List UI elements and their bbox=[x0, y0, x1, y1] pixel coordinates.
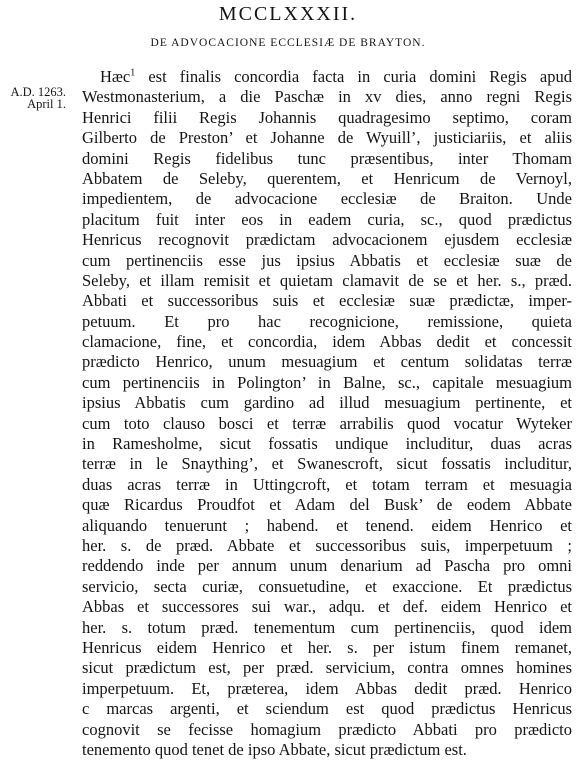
body-line: ipsius Abbatis cum gardino ad illud mesuagium pertinente, et bbox=[82, 393, 572, 413]
body-line: in Ramesholme, sicut fossatis undique includitur, duas acras bbox=[82, 434, 572, 454]
body-line: terræ in le Snaything’, et Swanescroft, sicut fossatis includitur, bbox=[82, 454, 572, 474]
body-line: Westmonasterium, a die Paschæ in xv dies, anno regni Regis bbox=[82, 87, 572, 107]
body-line: prædicto Henrico, unum mesuagium et centum solidatas terræ bbox=[82, 352, 572, 372]
footnote-marker: 1 bbox=[130, 67, 136, 79]
margin-date-year: A.D. 1263. bbox=[10, 85, 66, 99]
body-line: clamacione, fine, et concordia, idem Abbas dedit et concessit bbox=[82, 332, 572, 352]
body-line: her. s. totum præd. tenementum cum pertinenciis, quod idem bbox=[82, 617, 572, 637]
body-line: quæ Ricardus Proudfot et Adam del Busk’ de eodem Abbate bbox=[82, 495, 572, 515]
body-line: cum pertinenciis esse jus ipsius Abbatis et ecclesiæ suæ de bbox=[82, 250, 572, 270]
body-line: petuum. Et pro hac recognicione, remissione, quieta bbox=[82, 311, 572, 331]
body-line: reddendo inde per annum unum denarium ad Pascha pro omni bbox=[82, 556, 572, 576]
body-line bbox=[82, 67, 572, 87]
charter-body-text bbox=[82, 67, 572, 760]
body-line: duas acras terræ in Uttingcroft, et totam terram et mesuagia bbox=[82, 474, 572, 494]
body-line: impedientem, de advocacione ecclesiæ de Braiton. Unde bbox=[82, 189, 572, 209]
body-line: Gilberto de Preston’ et Johanne de Wyuill’, justiciariis, et aliis bbox=[82, 128, 572, 148]
body-line: Henricus recognovit prædictam advocacionem ejusdem ecclesiæ bbox=[82, 230, 572, 250]
body-line: tenemento quod tenet de ipso Abbate, sicut prædictum est. bbox=[82, 739, 467, 759]
body-line: servicio, secta curiæ, consuetudine, et exaccione. Et prædictus bbox=[82, 576, 572, 596]
body-line: cum pertinenciis in Polington’ in Balne, sc., capitale mesuagium bbox=[82, 372, 572, 392]
body-line: cum toto clauso bosci et terræ arrabilis quod vocatur Wyteker bbox=[82, 413, 572, 433]
body-line: her. s. de præd. Abbate et successoribus suis, imperpetuum ; bbox=[82, 535, 572, 555]
body-line: Henrici filii Regis Johannis quadragesimo septimo, coram bbox=[82, 107, 572, 127]
body-line: aliquando tenuerunt ; habend. et tenend. eidem Henrico et bbox=[82, 515, 572, 535]
body-line: imperpetuum. Et, præterea, idem Abbas dedit præd. Henrico bbox=[82, 678, 572, 698]
body-line: Abbati et successoribus suis et ecclesiæ suæ prædictæ, imper- bbox=[82, 291, 572, 311]
first-word: Hæc bbox=[100, 67, 131, 86]
body-line: Seleby, et illam remisit et quietam clamavit de se et her. s., præd. bbox=[82, 270, 572, 290]
body-line: sicut prædictum est, per præd. servicium, contra omnes homines bbox=[82, 658, 572, 678]
body-line: domini Regis fidelibus tunc præsentibus, inter Thomam bbox=[82, 148, 572, 168]
body-line: Henricus eidem Henrico et her. s. per istum finem remanet, bbox=[82, 637, 572, 657]
body-line: c marcas argenti, et sciendum est quod prædictus Henricus bbox=[82, 699, 572, 719]
first-line-text: est finalis concordia facta in curia domini Regis apud bbox=[135, 67, 572, 86]
charter-title: DE ADVOCACIONE ECCLESIÆ DE BRAYTON. bbox=[150, 37, 426, 49]
body-line: cognovit se fecisse homagium prædicto Abbati pro prædicto bbox=[82, 719, 572, 739]
margin-date-day: April 1. bbox=[27, 97, 66, 111]
body-line: Abbas et successores sui war., adqu. et def. eidem Henrico et bbox=[82, 597, 572, 617]
body-line: placitum fuit inter eos in eadem curia, sc., quod prædictus bbox=[82, 209, 572, 229]
margin-date-note bbox=[4, 86, 66, 110]
body-line: Abbatem de Seleby, querentem, et Henricum de Vernoyl, bbox=[82, 168, 572, 188]
charter-number-heading: MCCLXXXII. bbox=[218, 3, 358, 25]
